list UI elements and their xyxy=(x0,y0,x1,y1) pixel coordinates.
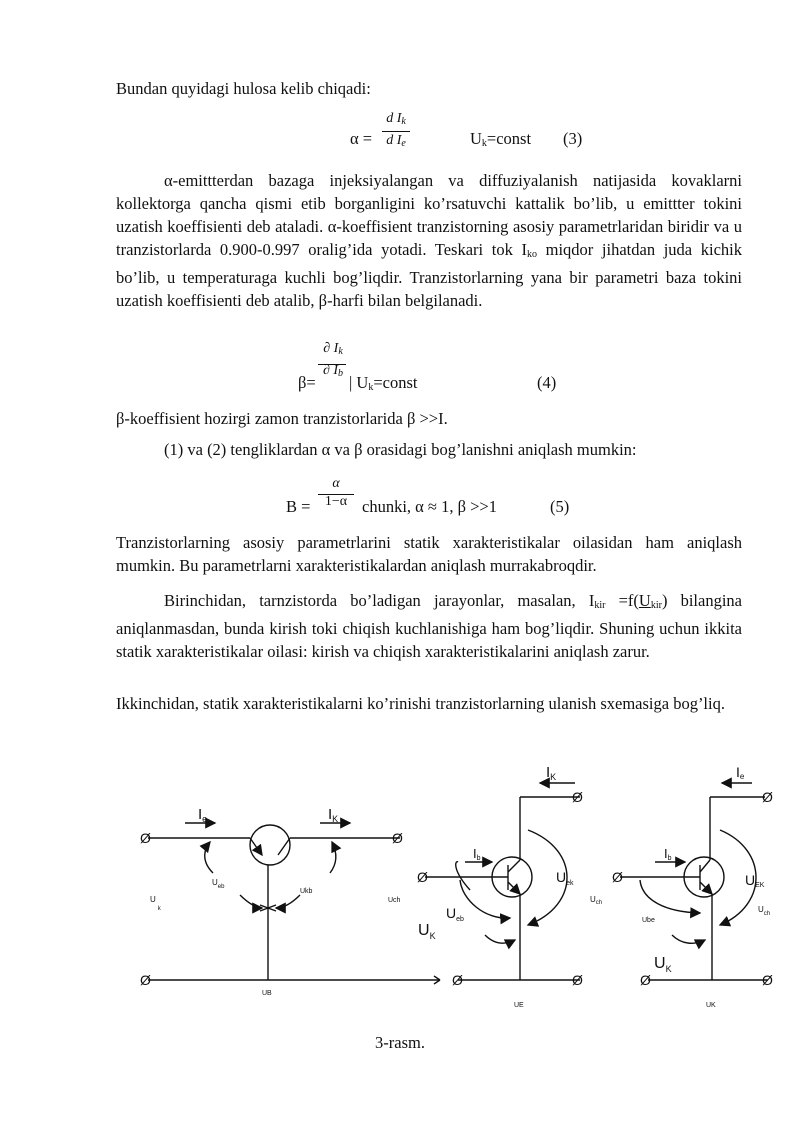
c1-ik-label: $I_K$ xyxy=(328,806,339,824)
c2-uch-label: $U_{ch}$ xyxy=(590,895,603,906)
terminal-symbol: Ø xyxy=(762,789,773,805)
terminal-symbol: Ø xyxy=(572,972,583,988)
eq5-lhs: B = xyxy=(286,497,311,516)
terminal-symbol: Ø xyxy=(140,972,151,988)
beta-paragraph: β-koeffisient hozirgi zamon tranzistorlarida β >>I. xyxy=(116,409,448,428)
c2-ik-label: $I_K$ xyxy=(546,764,557,782)
c2-uk-label: $U_K$ xyxy=(418,922,436,941)
c3-uk-label: $U_K$ xyxy=(654,955,672,974)
c3-ube-label: Ube xyxy=(642,917,655,924)
second-paragraph: Ikkinchidan, statik xarakteristikalarni ko’rinishi tranzistorlarning ulanish sxemasiga bog’liq. xyxy=(116,694,725,713)
first-paragraph: Birinchidan, tarnzistorda bo’ladigan jarayonlar, masalan, $I_{kir} =f(U_{kir})$ bilangina aniqlanmasdan, bunda kirish toki chiqish kuchlanishiga ham bog’liqdir. Shuning uchun ikkita statik xarakteristikalar oilasi: kirish va chiqish xarakteristikalarini aniqlash zarur. xyxy=(116,591,742,661)
terminal-symbol: Ø xyxy=(452,972,463,988)
terminal-symbol: Ø xyxy=(640,972,651,988)
eq4-numerator: ∂ $I_k$ xyxy=(323,341,343,357)
eq3-numerator: d $I_k$ xyxy=(386,111,406,127)
terminal-symbol: Ø xyxy=(392,830,403,846)
c3-ukk-label: UK xyxy=(706,1002,716,1009)
eq3-number: (3) xyxy=(563,129,583,148)
c3-ie-label: Ie xyxy=(736,764,745,781)
c1-uk-label: $U_k$ xyxy=(150,895,161,912)
eq5-numerator: α xyxy=(332,476,340,491)
alpha-paragraph: α-emittterdan bazaga injeksiyalangan va diffuziyalanish natijasida kovaklarni kollektorga qancha qismi etib borganligini ko’rsatuvchi kattalik bo’lib, u emittter tokini uzatish koeffisienti deb ataladi. α-koeffisient tranzistorning asosiy parametrlaridan biridir va u tranzistorlarda 0.900-0.997 oralig’ida yotadi. Teskari tok $I_{ko}$ miqdor jihatdan juda kichik bo’lib, u temperaturaga kuchli bog’liqdir. Tranzistorlarning yana bir parametri baza tokini uzatish koeffisienti deb atalib, β-harfi bilan belgilanadi. xyxy=(116,171,742,310)
terminal-symbol: Ø xyxy=(140,830,151,846)
eq3-denominator: d $I_e$ xyxy=(386,133,406,149)
terminal-symbol: Ø xyxy=(572,789,583,805)
c2-ue-label: UE xyxy=(514,1002,524,1009)
terminal-symbol: Ø xyxy=(762,972,773,988)
c1-ie-label: $I_e$ xyxy=(198,806,208,824)
eq4-condition: | $U_k=const$ xyxy=(349,373,418,393)
static-paragraph: Tranzistorlarning asosiy parametrlarini statik xarakteristikalar oilasidan ham aniqlash mumkin. Bu parametrlarni xarakteristikalardan aniqlash murrakabroqdir. xyxy=(116,533,742,575)
terminal-symbol: Ø xyxy=(417,869,428,885)
eq4-number: (4) xyxy=(537,373,557,392)
intro-paragraph: Bundan quyidagi hulosa kelib chiqadi: xyxy=(116,79,371,98)
terminal-symbol: Ø xyxy=(612,869,623,885)
eq4-denominator: ∂ $I_b$ xyxy=(322,363,344,379)
c3-uek-label: UEK xyxy=(745,872,765,889)
c3-ib-label: Ib xyxy=(664,846,672,862)
eq3-lhs: α = xyxy=(350,129,373,148)
c1-ueb-label: $U_{eb}$ xyxy=(212,878,225,890)
eq3-condition: $U_k=const$ xyxy=(470,129,532,149)
eq5-condition: chunki, α ≈ 1, β >>1 xyxy=(362,497,497,516)
c1-uch-label: Uch xyxy=(388,897,401,904)
figure-caption: 3-rasm. xyxy=(375,1033,425,1052)
c2-ib-label: Ib xyxy=(473,846,481,862)
c2-uek-label: $U_{ek}$ xyxy=(556,869,574,887)
eq5-number: (5) xyxy=(550,497,570,516)
c1-ukb-label: Ukb xyxy=(300,888,313,895)
c2-ueb-label: $U_{eb}$ xyxy=(446,905,464,923)
relation-paragraph: (1) va (2) tengliklardan α va β orasidagi bog’lanishni aniqlash mumkin: xyxy=(164,440,637,459)
c1-ub-label: UB xyxy=(262,990,272,997)
eq4-lhs: β= xyxy=(298,373,316,392)
eq5-denominator: 1−α xyxy=(324,494,348,509)
c3-uch-label: $U_{ch}$ xyxy=(758,905,771,917)
